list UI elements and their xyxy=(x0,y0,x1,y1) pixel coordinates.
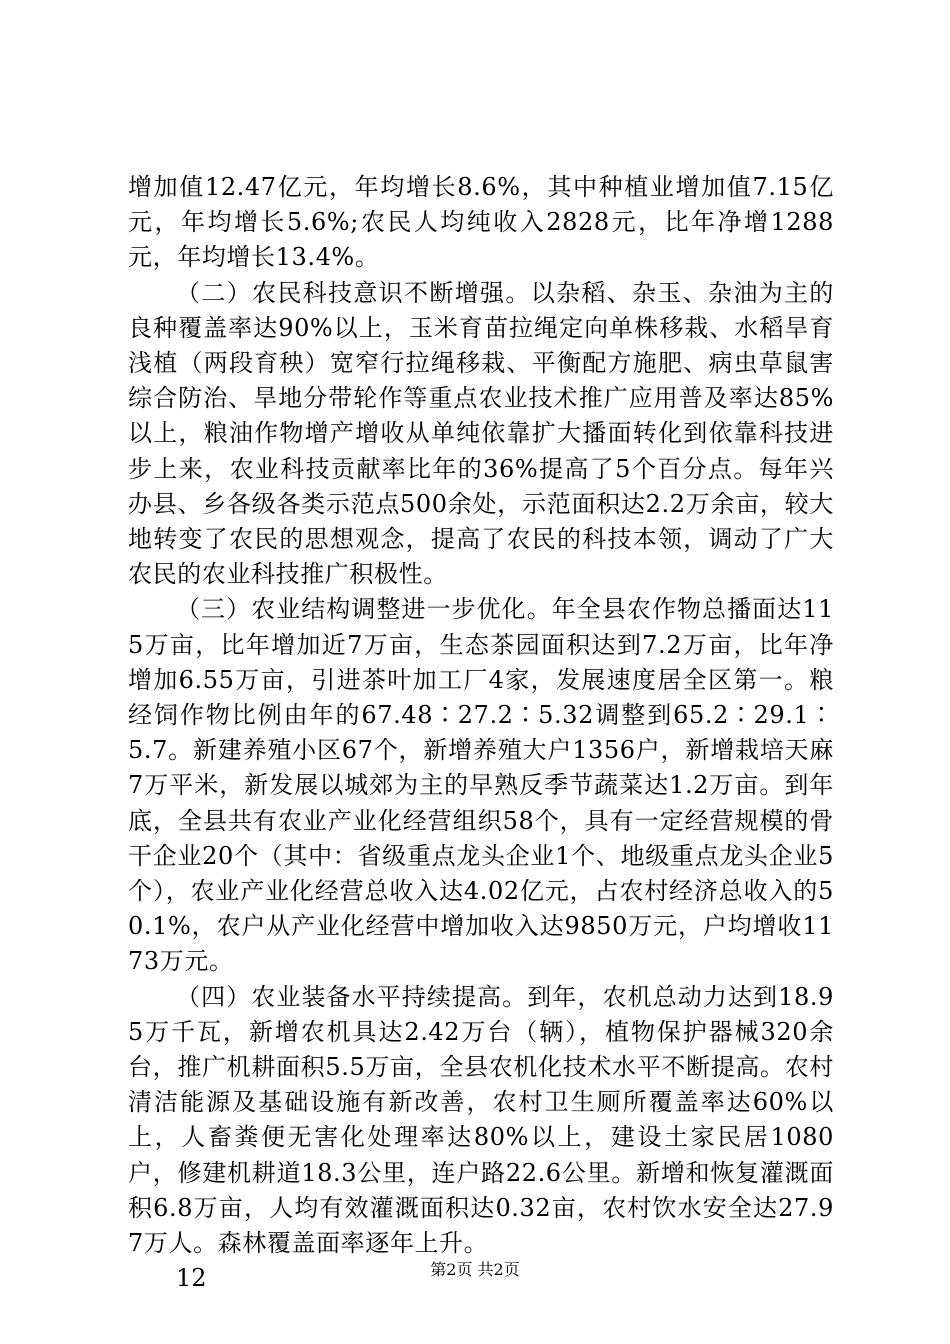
paragraph-3: （三）农业结构调整进一步优化。年全县农作物总播面达115万亩，比年增加近7万亩，生态茶园面积达到7.2万亩，比年净增加6.55万亩，引进茶叶加工厂4家，发展速度居全区第一。粮经饲作物比例由年的67.48∶27.2∶5.32调整到65.2∶29.1∶5.7。新建养殖小区67个，新增养殖大户1356户，新增栽培天麻7万平米，新发展以城郊为主的早熟反季节蔬菜达1.2万亩。到年底，全县共有农业产业化经营组织58个，具有一定经营规模的骨干企业20个（其中：省级重点龙头企业1个、地级重点龙头企业5个），农业产业化经营总收入达4.02亿元，占农村经济总收入的50.1%，农户从产业化经营中增加收入达9850万元，户均增收1173万元。 xyxy=(128,595,834,976)
page-footer: 第2页 共2页 xyxy=(430,1260,520,1279)
paragraph-2: （二）农民科技意识不断增强。以杂稻、杂玉、杂油为主的良种覆盖率达90%以上，玉米育苗拉绳定向单株移栽、水稻旱育浅植（两段育秧）宽窄行拉绳移栽、平衡配方施肥、病虫草鼠害综合防治、旱地分带轮作等重点农业技术推广应用普及率达85%以上，粮油作物增产增收从单纯依靠扩大播面转化到依靠科技进步上来，农业科技贡献率比年的36%提高了5个百分点。每年兴办县、乡各级各类示范点500余处，示范面积达2.2万余亩，较大地转变了农民的思想观念，提高了农民的科技本领，调动了广大农民的农业科技推广积极性。 xyxy=(128,278,834,589)
document-body xyxy=(128,170,834,1296)
paragraph-4: （四）农业装备水平持续提高。到年，农机总动力达到18.95万千瓦，新增农机具达2.42万台（辆），植物保护器械320余台，推广机耕面积5.5万亩，全县农机化技术水平不断提高。农村清洁能源及基础设施有新改善，农村卫生厕所覆盖率达60%以上，人畜粪便无害化处理率达80%以上，建设土家民居1080户，修建机耕道18.3公里，连户路22.6公里。新增和恢复灌溉面积6.8万亩，人均有效灌溉面积达0.32亩，农村饮水安全达27.97万人。森林覆盖面率逐年上升。 xyxy=(128,982,834,1258)
paragraph-1: 增加值12.47亿元，年均增长8.6%，其中种植业增加值7.15亿元，年均增长5.6%;农民人均纯收入2828元，比年净增1288元，年均增长13.4%。 xyxy=(128,173,834,272)
trailing-number: 12 xyxy=(176,1264,207,1293)
